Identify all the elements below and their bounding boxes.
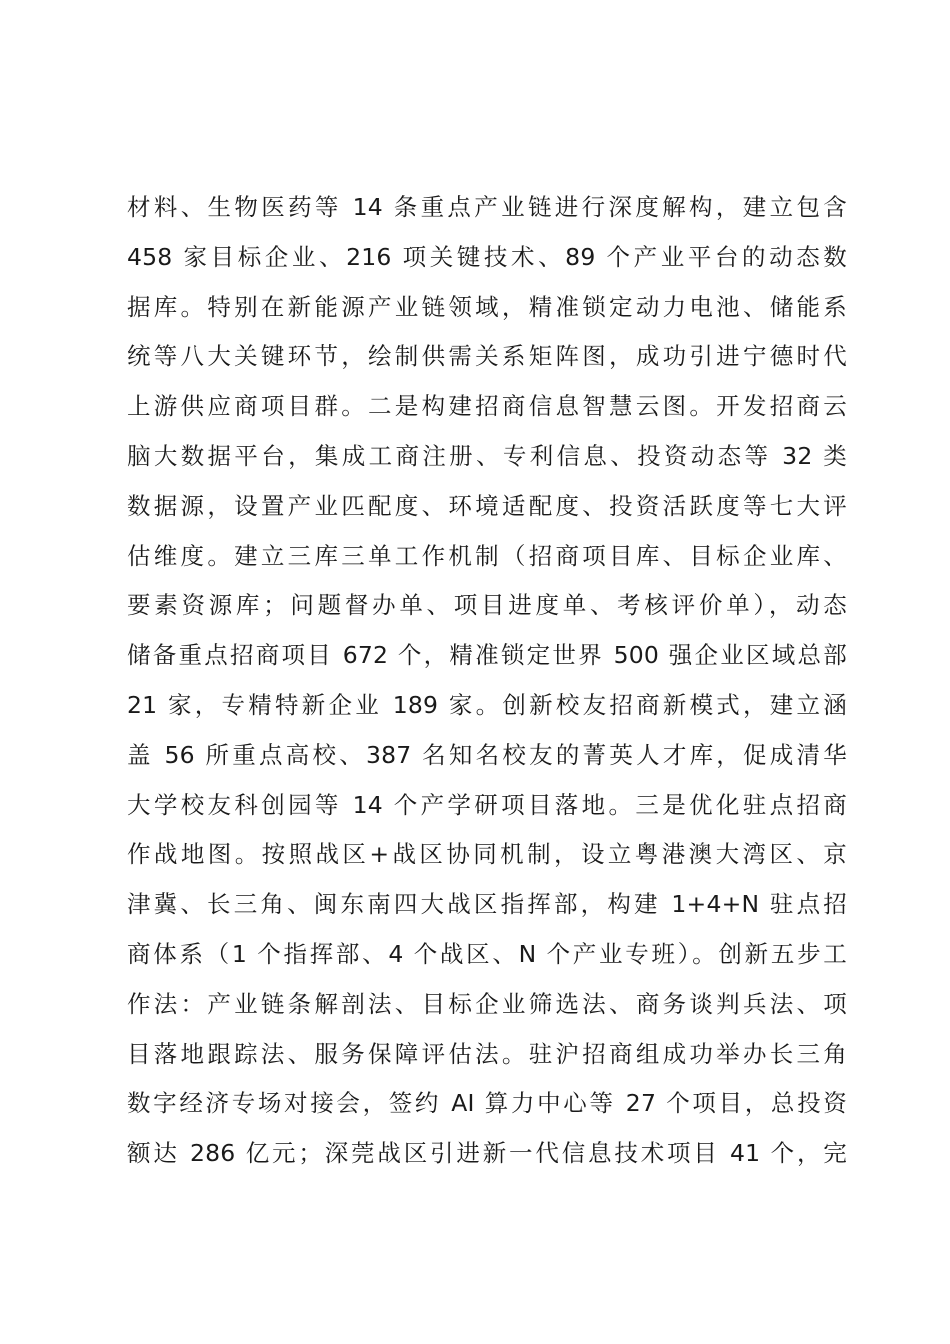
text-line: 额达 286 亿元；深莞战区引进新一代信息技术项目 41 个，完 (127, 1139, 847, 1168)
text-line: 458 家目标企业、216 项关键技术、89 个产业平台的动态数 (127, 242, 847, 271)
text-line: 上游供应商项目群。二是构建招商信息智慧云图。开发招商云 (127, 392, 847, 421)
body-paragraph (127, 183, 847, 1179)
text-line: 据库。特别在新能源产业链领域，精准锁定动力电池、储能系 (127, 292, 847, 321)
text-line: 盖 56 所重点高校、387 名知名校友的菁英人才库，促成清华 (127, 740, 847, 769)
text-line: 数据源，设置产业匹配度、环境适配度、投资活跃度等七大评 (127, 491, 847, 520)
text-line: 材料、生物医药等 14 条重点产业链进行深度解构，建立包含 (127, 193, 847, 221)
text-line: 统等八大关键环节，绘制供需关系矩阵图，成功引进宁德时代 (127, 342, 847, 371)
text-line: 储备重点招商项目 672 个，精准锁定世界 500 强企业区域总部 (127, 641, 847, 670)
text-line: 21 家，专精特新企业 189 家。创新校友招商新模式，建立涵 (127, 690, 847, 719)
text-line: 作战地图。按照战区+战区协同机制，设立粤港澳大湾区、京 (127, 840, 847, 869)
text-line: 要素资源库；问题督办单、项目进度单、考核评价单），动态 (127, 591, 847, 620)
text-line: 数字经济专场对接会，签约 AI 算力中心等 27 个项目，总投资 (127, 1089, 847, 1118)
text-line: 目落地跟踪法、服务保障评估法。驻沪招商组成功举办长三角 (127, 1039, 847, 1068)
text-line: 大学校友科创园等 14 个产学研项目落地。三是优化驻点招商 (127, 790, 847, 819)
text-line: 商体系（1 个指挥部、4 个战区、N 个产业专班）。创新五步工 (127, 939, 847, 968)
text-line: 脑大数据平台，集成工商注册、专利信息、投资动态等 32 类 (127, 441, 847, 470)
text-line: 津冀、长三角、闽东南四大战区指挥部，构建 1+4+N 驻点招 (127, 890, 847, 919)
text-line: 估维度。建立三库三单工作机制（招商项目库、目标企业库、 (127, 541, 847, 570)
text-line: 作法：产业链条解剖法、目标企业筛选法、商务谈判兵法、项 (127, 989, 847, 1018)
